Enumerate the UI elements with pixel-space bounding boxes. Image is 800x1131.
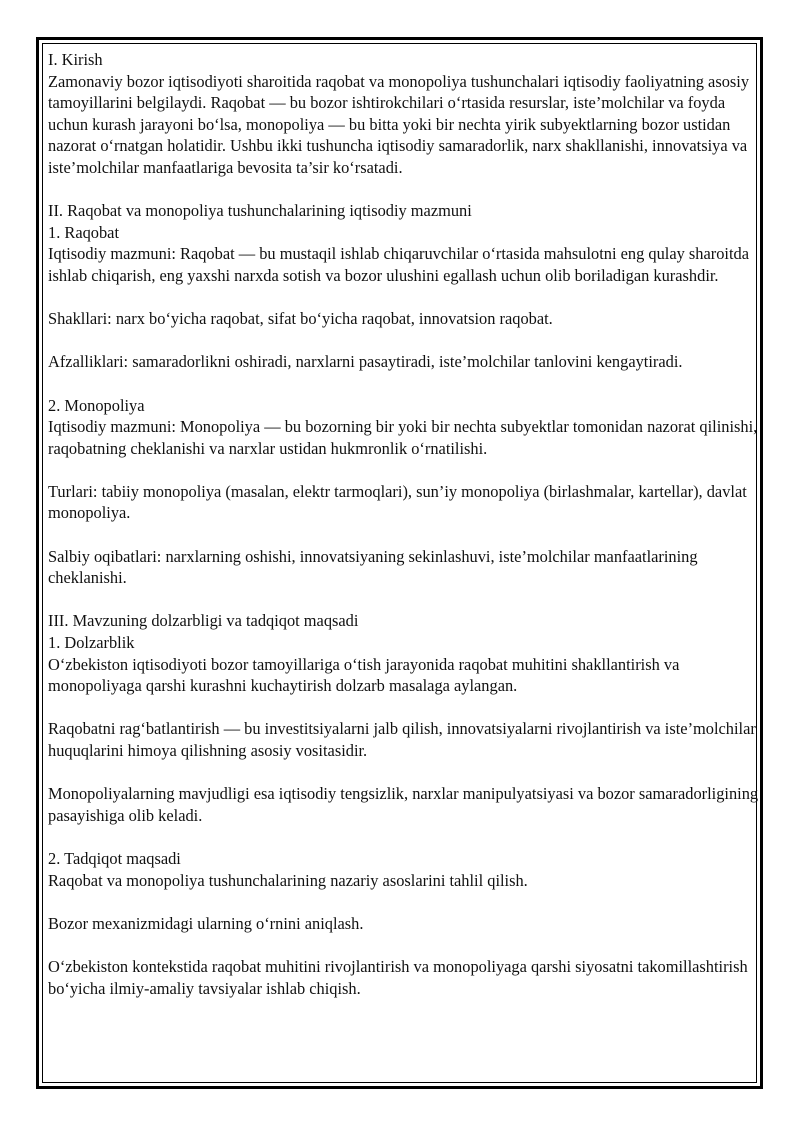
document-body bbox=[48, 49, 760, 1021]
subsection-dolzarblik-heading: 1. Dolzarblik bbox=[48, 633, 135, 653]
section-1 bbox=[48, 49, 760, 179]
dolzarblik-paragraph-1: O‘zbekiston iqtisodiyoti bozor tamoyillariga o‘tish jarayonida raqobat muhitini shakllantirish va monopoliyaga qarshi kurashni kuchaytirish dolzarb masalaga aylangan. bbox=[48, 654, 680, 696]
subsection-monopoliya-heading: 2. Monopoliya bbox=[48, 395, 145, 415]
monopoliya-meaning: Iqtisodiy mazmuni: Monopoliya — bu bozorning bir yoki bir nechta subyektlar tomonidan nazorat qilinishi, raqobatning cheklanishi va narxlar ustidan hukmronlik o‘rnatilishi. bbox=[48, 417, 758, 458]
raqobat-forms: Shakllari: narx bo‘yicha raqobat, sifat bo‘yicha raqobat, innovatsion raqobat. bbox=[48, 309, 553, 329]
dolzarblik-paragraph-3: Monopoliyalarning mavjudligi esa iqtisodiy tengsizlik, narxlar manipulyatsiyasi va bozor samaradorligining pasayishiga olib keladi. bbox=[48, 784, 759, 825]
raqobat-advantages: Afzalliklari: samaradorlikni oshiradi, narxlarni pasaytiradi, iste’molchilar tanlovini kengaytiradi. bbox=[48, 352, 683, 372]
section-1-heading: I. Kirish bbox=[48, 50, 103, 69]
maqsad-paragraph-3: O‘zbekiston kontekstida raqobat muhitini rivojlantirish va monopoliyaga qarshi siyosatni takomillashtirish bo‘yicha ilmiy-amaliy tavsiyalar ishlab chiqish. bbox=[48, 956, 748, 998]
section-1-intro: Zamonaviy bozor iqtisodiyoti sharoitida raqobat va monopoliya tushunchalari iqtisodiy faoliyatning asosiy tamoyillarini belgilaydi. Raqobat — bu bozor ishtirokchilari o‘rtasida resurslar, iste’molchilar va foyda uchun kurash jarayoni bo‘lsa, monopoliya — bu bitta yoki bir nechta yirik subyektlarning bozor ustidan nazorat o‘rnatgan holatidir. Ushbu ikki tushuncha iqtisodiy samaradorlik, narx shakllanishi, innovatsiya va iste’molchilar manfaatlariga bevosita ta’sir ko‘rsatadi. bbox=[48, 71, 750, 177]
dolzarblik-paragraph-2: Raqobatni rag‘batlantirish — bu investitsiyalarni jalb qilish, innovatsiyalarni rivojlantirish va iste’molchilar huquqlarini himoya qilishning asosiy vositasidir. bbox=[48, 719, 756, 760]
raqobat-meaning: Iqtisodiy mazmuni: Raqobat — bu mustaqil ishlab chiqaruvchilar o‘rtasida mahsulotni eng qulay sharoitda ishlab chiqarish, eng yaxshi narxda sotish va bozor ulushini egallash uchun olib boriladigan kurashdir. bbox=[48, 244, 750, 285]
section-3-header bbox=[48, 610, 760, 653]
subsection-maqsad-heading: 2. Tadqiqot maqsadi bbox=[48, 848, 181, 868]
section-2-heading: II. Raqobat va monopoliya tushunchalarining iqtisodiy mazmuni bbox=[48, 201, 472, 221]
maqsad-paragraph-2: Bozor mexanizmidagi ularning o‘rnini aniqlash. bbox=[48, 913, 364, 933]
monopoliya-types: Turlari: tabiiy monopoliya (masalan, elektr tarmoqlari), sun’iy monopoliya (birlashmalar, kartellar), davlat monopoliya. bbox=[48, 481, 747, 523]
maqsad-paragraph-1: Raqobat va monopoliya tushunchalarining nazariy asoslarini tahlil qilish. bbox=[48, 870, 528, 890]
subsection-raqobat-heading: 1. Raqobat bbox=[48, 222, 120, 242]
section-3-heading: III. Mavzuning dolzarbligi va tadqiqot maqsadi bbox=[48, 611, 359, 631]
section-2-header bbox=[48, 200, 760, 243]
monopoliya-negatives: Salbiy oqibatlari: narxlarning oshishi, innovatsiyaning sekinlashuvi, iste’molchilar manfaatlarining cheklanishi. bbox=[48, 546, 698, 588]
